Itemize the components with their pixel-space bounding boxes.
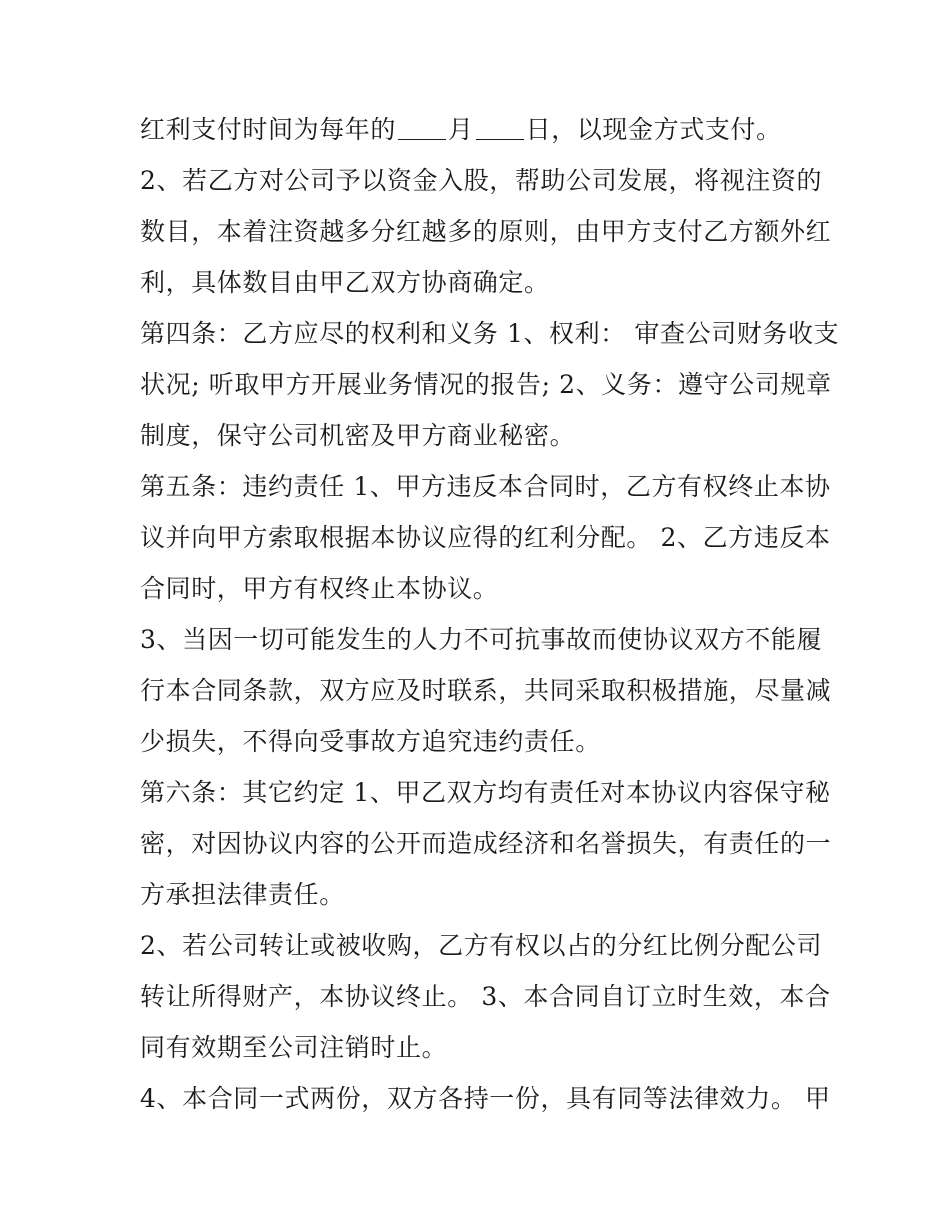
- text-line-7: 制度，保守公司机密及甲方商业秘密。: [140, 421, 576, 450]
- text-line-17: 2、若公司转让或被收购，乙方有权以占的分红比例分配公司: [140, 931, 823, 960]
- text-line-15: 密，对因协议内容的公开而造成经济和名誉损失，有责任的一: [140, 829, 832, 858]
- text-line-18: 转让所得财产，本协议终止。 3、本合同自订立时生效，本合: [140, 982, 831, 1011]
- blank-underline-day: [476, 117, 524, 140]
- text-line-20: 4、本合同一式两份，双方各持一份，具有同等法律效力。 甲: [140, 1084, 831, 1113]
- text-line-1: [140, 114, 820, 146]
- text-segment: 月: [448, 115, 474, 144]
- text-line-9: 议并向甲方索取根据本协议应得的红利分配。 2、乙方违反本: [140, 523, 831, 552]
- text-line-3: 数目，本着注资越多分红越多的原则，由甲方支付乙方额外红: [140, 217, 832, 246]
- text-line-5: 第四条：乙方应尽的权利和义务 1、权利： 审查公司财务收支: [140, 319, 840, 348]
- text-line-6: 状况; 听取甲方开展业务情况的报告; 2、义务：遵守公司规章: [140, 370, 832, 399]
- blank-underline-month: [398, 117, 446, 140]
- text-line-16: 方承担法律责任。: [140, 880, 345, 909]
- text-segment: 日，以现金方式支付。: [525, 115, 782, 144]
- text-line-10: 合同时，甲方有权终止本协议。: [140, 574, 499, 603]
- text-line-19: 同有效期至公司注销时止。: [140, 1033, 448, 1062]
- text-line-8: 第五条：违约责任 1、甲方违反本合同时，乙方有权终止本协: [140, 472, 831, 501]
- text-line-4: 利，具体数目由甲乙双方协商确定。: [140, 268, 550, 297]
- text-line-12: 行本合同条款，双方应及时联系，共同采取积极措施，尽量减: [140, 676, 832, 705]
- text-line-11: 3、当因一切可能发生的人力不可抗事故而使协议双方不能履: [140, 625, 823, 654]
- text-line-14: 第六条：其它约定 1、甲乙双方均有责任对本协议内容保守秘: [140, 778, 831, 807]
- text-segment: 红利支付时间为每年的: [140, 115, 397, 144]
- text-line-2: 2、若乙方对公司予以资金入股，帮助公司发展，将视注资的: [140, 166, 823, 195]
- text-line-13: 少损失，不得向受事故方追究违约责任。: [140, 727, 601, 756]
